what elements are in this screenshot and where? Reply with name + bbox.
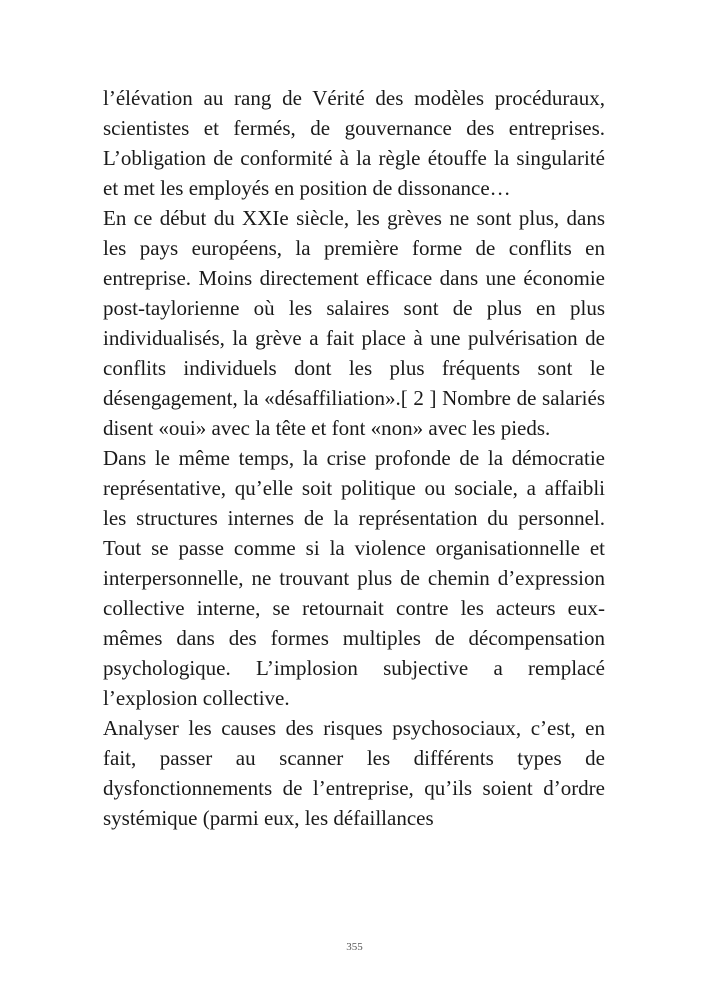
page-number: 355: [346, 941, 363, 953]
paragraph-3: Dans le même temps, la crise profonde de la démocratie représentative, qu’elle soit politique ou sociale, a affaibli les structures internes de la représentation du personnel. Tout se passe comme si la violence organisationnelle et interpersonnelle, ne trouvant plus de chemin d’expression collective interne, se retournait contre les acteurs eux-mêmes dans des formes multiples de décompensation psychologique. L’implosion subjective a remplacé l’explosion collective.: [103, 446, 605, 710]
paragraph-2: En ce début du XXIe siècle, les grèves ne sont plus, dans les pays européens, la première forme de conflits en entreprise. Moins directement efficace dans une économie post-taylorienne où les salaires sont de plus en plus individualisés, la grève a fait place à une pulvérisation de conflits individuels dont les plus fréquents sont le désengagement, la «désaffiliation».[ 2 ] Nombre de salariés disent «oui» avec la tête et font «non» avec les pieds.: [103, 206, 605, 440]
paragraph-4: Analyser les causes des risques psychosociaux, c’est, en fait, passer au scanner les différents types de dysfonctionnements de l’entreprise, qu’ils soient d’ordre systémique (parmi eux, les défaillances: [103, 716, 605, 830]
paragraph-1: l’élévation au rang de Vérité des modèles procéduraux, scientistes et fermés, de gouvernance des entreprises. L’obligation de conformité à la règle étouffe la singularité et met les employés en position de dissonance…: [103, 86, 605, 200]
body-text: [103, 83, 605, 833]
